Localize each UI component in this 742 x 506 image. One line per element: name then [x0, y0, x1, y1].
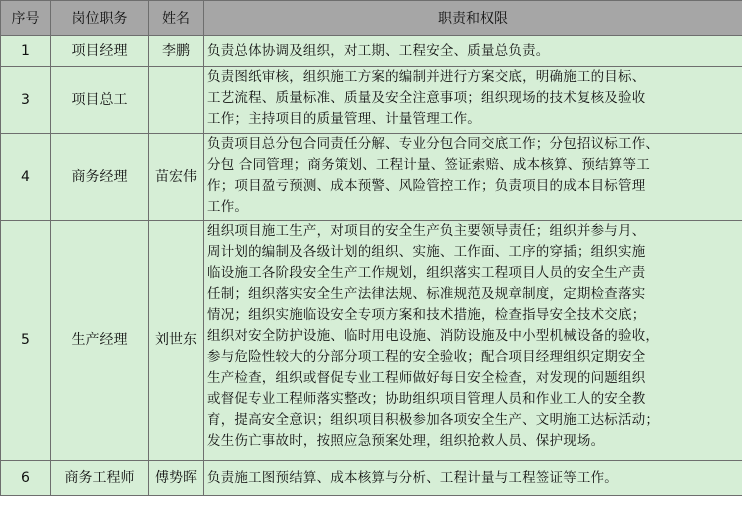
cell-duties: 负责总体协调及组织，对工期、工程安全、质量总负责。: [204, 36, 742, 67]
cell-position: 项目经理: [51, 36, 149, 67]
cell-no: 3: [1, 67, 51, 134]
cell-duties: 负责施工图预结算、成本核算与分析、工程计量与工程签证等工作。: [204, 461, 742, 496]
cell-no: 5: [1, 221, 51, 461]
cell-duties: 负责图纸审核，组织施工方案的编制并进行方案交底，明确施工的目标、 工艺流程、质量标准、质量及安全注意事项；组织现场的技术复核及验收 工作；主持项目的质量管理、计量管理工作。: [204, 67, 742, 134]
header-no: 序号: [1, 1, 51, 36]
cell-no: 4: [1, 134, 51, 221]
cell-no: 1: [1, 36, 51, 67]
cell-position: 商务工程师: [51, 461, 149, 496]
header-duties: 职责和权限: [204, 1, 742, 36]
cell-position: 生产经理: [51, 221, 149, 461]
table-row: [1, 221, 742, 461]
cell-duties: 负责项目总分包合同责任分解、专业分包合同交底工作；分包招议标工作、 分包 合同管理；商务策划、工程计量、签证索赔、成本核算、预结算等工 作；项目盈亏预测、成本预警、风险管控工作；负责项目的成本目标管理 工作。: [204, 134, 742, 221]
cell-name: 李鹏: [149, 36, 204, 67]
header-row: [1, 1, 742, 36]
table-row: [1, 134, 742, 221]
cell-name: 刘世东: [149, 221, 204, 461]
cell-name: 傅势晖: [149, 461, 204, 496]
header-position: 岗位职务: [51, 1, 149, 36]
cell-duties: 组织项目施工生产，对项目的安全生产负主要领导责任；组织并参与月、 周计划的编制及各级计划的组织、实施、工作面、工序的穿插；组织实施 临设施工各阶段安全生产工作规划，组织落实工程项目人员的安全生产责 任制；组织落实安全生产法律法规、标准规范及规章制度，定期检查落实 情况；组织实施临设安全专项方案和技术措施，检查指导安全技术交底； 组织对安全防护设施、临时用电设施、消防设施及中小型机械设备的验收， 参与危险性较大的分部分项工程的安全验收；配合项目经理组织定期安全 生产检查，组织或督促专业工程师做好每日安全检查，对发现的问题组织 或督促专业工程师落实整改；协助组织项目管理人员和作业工人的安全教 育，提高安全意识；组织项目积极参加各项安全生产、文明施工达标活动； 发生伤亡事故时，按照应急预案处理，组织抢救人员、保护现场。: [204, 221, 742, 461]
header-name: 姓名: [149, 1, 204, 36]
cell-position: 项目总工: [51, 67, 149, 134]
table-row: [1, 67, 742, 134]
table-row: [1, 36, 742, 67]
cell-position: 商务经理: [51, 134, 149, 221]
cell-no: 6: [1, 461, 51, 496]
table-row: [1, 461, 742, 496]
cell-name: 苗宏伟: [149, 134, 204, 221]
cell-name: [149, 67, 204, 134]
